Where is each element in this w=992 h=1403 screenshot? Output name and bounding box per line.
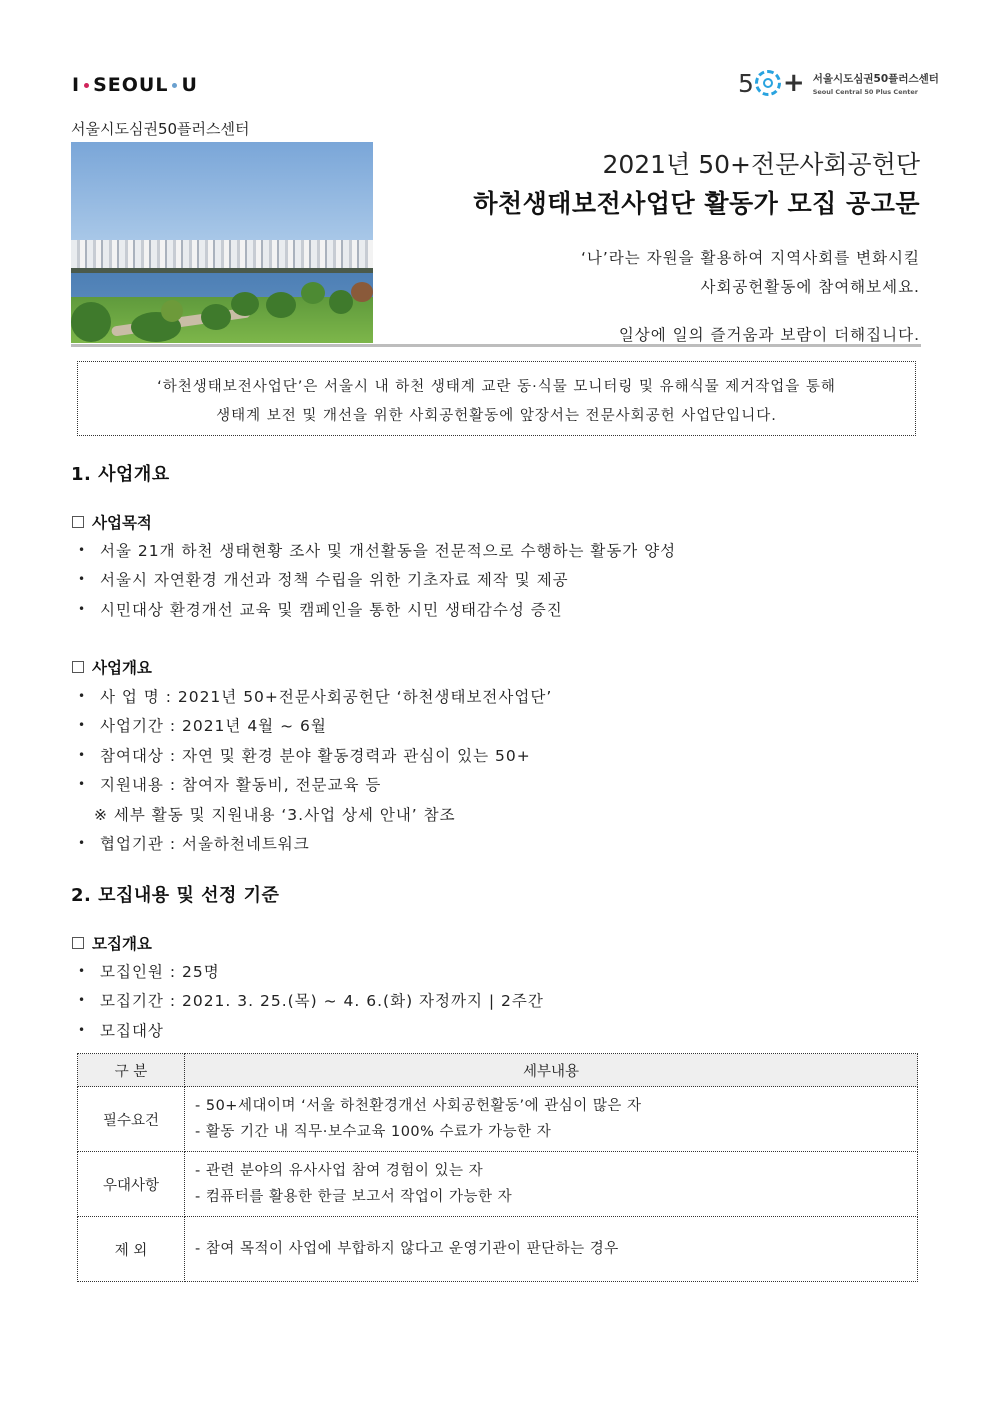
subsection-heading-purpose xyxy=(72,511,152,533)
row-details xyxy=(185,1217,918,1282)
bullet-icon: • xyxy=(78,688,87,703)
bullet-icon: • xyxy=(78,542,87,557)
list-item-text: 협업기관 : 서울하천네트워크 xyxy=(100,835,310,854)
list-item-text: 지원내용 : 참여자 활동비, 전문교육 등 xyxy=(100,776,382,795)
list-item-text: 참여대상 : 자연 및 환경 분야 활동경력과 관심이 있는 50+ xyxy=(100,746,531,765)
subsection-title: 사업개요 xyxy=(92,659,152,677)
bullet-icon: • xyxy=(78,718,87,733)
logo-number: 5 xyxy=(738,68,754,98)
overview-list xyxy=(78,681,552,858)
intro-line-2: 생태계 보전 및 개선을 위한 사회공헌활동에 앞장서는 전문사회공헌 사업단입니다. xyxy=(216,408,777,424)
recruitment-list xyxy=(78,956,544,1045)
bullet-icon: • xyxy=(78,836,87,851)
checkbox-square-icon xyxy=(72,661,84,673)
list-item-text: 서울시 자연환경 개선과 정책 수립을 위한 기초자료 제작 및 제공 xyxy=(100,571,569,590)
subsection-title: 사업목적 xyxy=(92,514,152,532)
detail-line: - 관련 분야의 유사사업 참여 경험이 있는 자 xyxy=(195,1163,484,1179)
list-item xyxy=(78,594,676,624)
logo-name-korean: 서울시도심권50플러스센터 xyxy=(812,72,939,85)
logo-part-i: I xyxy=(72,74,81,96)
purpose-list xyxy=(78,535,676,624)
table-header-row xyxy=(78,1054,918,1087)
bullet-icon: • xyxy=(78,747,87,762)
list-item xyxy=(78,956,544,986)
list-item xyxy=(78,565,676,595)
bullet-icon: • xyxy=(78,572,87,587)
bullet-icon: • xyxy=(78,777,87,792)
checkbox-square-icon xyxy=(72,937,84,949)
row-category: 제 외 xyxy=(78,1217,185,1282)
table-row xyxy=(78,1087,918,1152)
logo-part-seoul: SEOUL xyxy=(93,74,169,96)
detail-line: - 참여 목적이 사업에 부합하지 않다고 운영기관이 판단하는 경우 xyxy=(195,1241,619,1257)
table-row xyxy=(78,1152,918,1217)
list-item xyxy=(78,711,552,741)
subsection-heading-overview xyxy=(72,656,152,678)
logo-dot-red xyxy=(84,83,89,88)
bullet-icon: • xyxy=(78,993,87,1008)
list-item-text: 시민대상 환경개선 교육 및 캠페인을 통한 시민 생태감수성 증진 xyxy=(100,600,563,619)
list-item xyxy=(78,535,676,565)
tagline-line-2: 사회공헌활동에 참여해보세요. xyxy=(700,278,920,296)
subsection-title: 모집개요 xyxy=(92,935,152,953)
checkbox-square-icon xyxy=(72,516,84,528)
intro-box xyxy=(77,361,916,436)
section-heading-overview: 1. 사업개요 xyxy=(71,464,170,485)
logo-name-english: Seoul Central 50 Plus Center xyxy=(812,87,918,96)
recruitment-criteria-table xyxy=(77,1053,918,1282)
logo-dot-blue xyxy=(172,83,177,88)
list-item-text: 모집대상 xyxy=(100,1021,164,1040)
circle-ring-icon xyxy=(755,70,781,96)
detail-line: - 50+세대이며 ‘서울 하천환경개선 사회공헌활동’에 관심이 많은 자 xyxy=(195,1098,642,1114)
column-header-category: 구 분 xyxy=(78,1054,185,1087)
page-title: 하천생태보전사업단 활동가 모집 공고문 xyxy=(473,189,920,218)
detail-line: - 컴퓨터를 활용한 한글 보고서 작업이 가능한 자 xyxy=(195,1189,513,1205)
bullet-icon: • xyxy=(78,963,87,978)
list-item-text: 서울 21개 하천 생태현황 조사 및 개선활동을 전문적으로 수행하는 활동가 양성 xyxy=(100,541,677,560)
tagline-line-1: ‘나’라는 자원을 활용하여 지역사회를 변화시킬 xyxy=(580,249,920,267)
row-details xyxy=(185,1087,918,1152)
han-river-park-photo xyxy=(71,142,373,343)
list-item-text: 모집인원 : 25명 xyxy=(100,962,220,981)
bullet-icon: • xyxy=(78,601,87,616)
reference-note: ※ 세부 활동 및 지원내용 ‘3.사업 상세 안내’ 참조 xyxy=(94,805,456,824)
row-category: 우대사항 xyxy=(78,1152,185,1217)
i-seoul-u-logo xyxy=(72,74,198,96)
list-item-text: 모집기간 : 2021. 3. 25.(목) ~ 4. 6.(화) 자정까지 | 2주간 xyxy=(100,992,544,1011)
intro-line-1: ‘하천생태보전사업단’은 서울시 내 하천 생태계 교란 동·식물 모니터링 및 유해식물 제거작업을 통해 xyxy=(157,379,836,395)
list-item xyxy=(78,986,544,1016)
list-item-text: 사 업 명 : 2021년 50+전문사회공헌단 ‘하천생태보전사업단’ xyxy=(100,687,553,706)
list-item xyxy=(78,770,552,800)
bullet-icon: • xyxy=(78,1022,87,1037)
title-year-program: 2021년 50+전문사회공헌단 xyxy=(602,150,920,179)
table-row xyxy=(78,1217,918,1282)
detail-line: - 활동 기간 내 직무·보수교육 100% 수료가 가능한 자 xyxy=(195,1124,552,1140)
plus-icon: + xyxy=(782,68,805,98)
list-item xyxy=(78,829,552,859)
center-name: 서울시도심권50플러스센터 xyxy=(71,120,250,138)
row-details xyxy=(185,1152,918,1217)
list-item-text: 사업기간 : 2021년 4월 ~ 6월 xyxy=(100,717,327,736)
list-item xyxy=(78,740,552,770)
row-category: 필수요건 xyxy=(78,1087,185,1152)
list-item xyxy=(78,1015,544,1045)
list-item xyxy=(78,681,552,711)
logo-part-u: U xyxy=(181,74,198,96)
tagline-line-3: 일상에 일의 즐거움과 보람이 더해집니다. xyxy=(618,326,920,344)
section-heading-recruitment: 2. 모집내용 및 선정 기준 xyxy=(71,885,280,906)
fifty-plus-center-logo xyxy=(738,70,939,96)
column-header-details: 세부내용 xyxy=(185,1054,918,1087)
subsection-heading-recruitment-overview xyxy=(72,932,152,954)
